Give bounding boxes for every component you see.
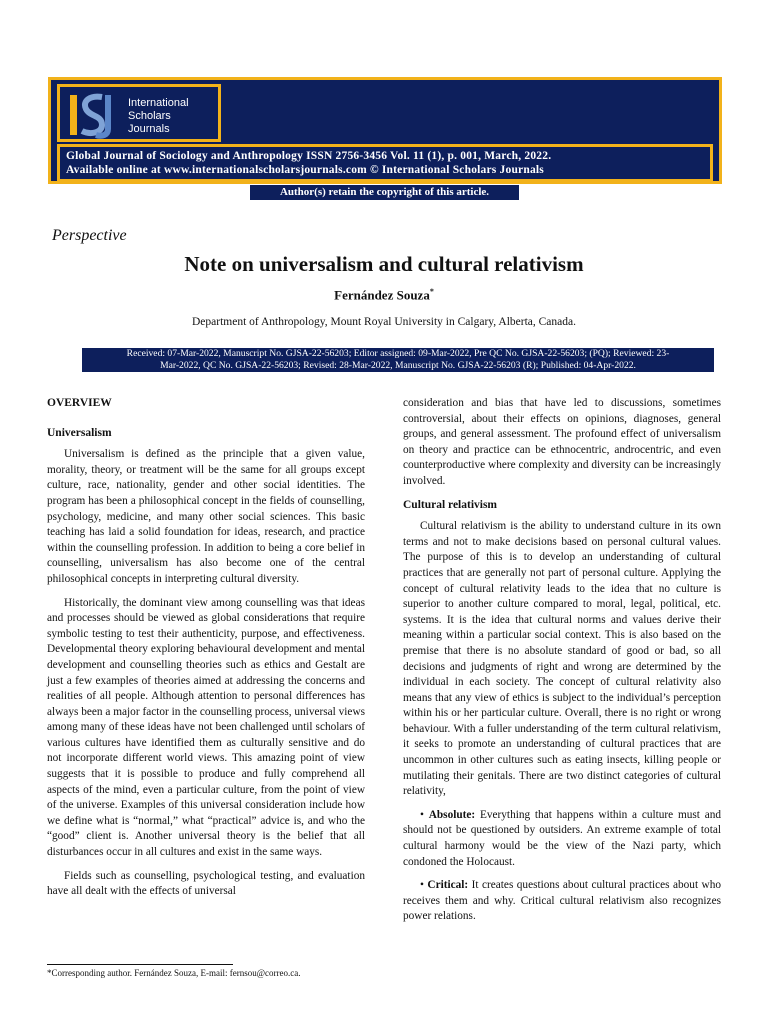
author-line — [0, 287, 768, 303]
journal-citation: Global Journal of Sociology and Anthropology ISSN 2756-3456 Vol. 11 (1), p. 001, March, 2022. — [66, 150, 552, 162]
cultural-relativism-heading: Cultural relativism — [403, 498, 498, 511]
universalism-heading: Universalism — [47, 426, 112, 439]
isj-logo-icon — [68, 91, 118, 139]
logo-text — [128, 97, 189, 136]
copyright-notice: Author(s) retain the copyright of this article. — [250, 185, 519, 200]
bullet-critical-label: Critical: — [427, 879, 469, 892]
logo-line-1: International — [128, 97, 189, 109]
article-title: Note on universalism and cultural relativism — [184, 252, 584, 276]
dates-line-2: Mar-2022, QC No. GJSA-22-56203; Revised: 28-Mar-2022, Manuscript No. GJSA-22-56203 (R); Published: 04-Apr-2022. — [160, 360, 636, 371]
footnote-divider — [47, 964, 233, 965]
bullet-absolute: • Absolute: Everything that happens within a culture must and should not be questioned by outsiders. An extreme example of total cultural harmony would be the view of the Nazi party, which condoned the Holocaust. — [403, 808, 722, 868]
journal-banner — [48, 77, 722, 184]
overview-heading: OVERVIEW — [47, 397, 112, 409]
logo-line-2: Scholars — [128, 110, 171, 122]
article-dates — [82, 348, 714, 372]
left-column — [47, 396, 365, 908]
corresponding-author-footnote: *Corresponding author. Fernández Souza, E-mail: fernsou@correo.ca. — [47, 968, 301, 978]
logo-line-3: Journals — [128, 123, 170, 135]
dates-line-1: Received: 07-Mar-2022, Manuscript No. GJSA-22-56203; Editor assigned: 09-Mar-2022, Pre QC No. GJSA-22-56203; (PQ); Reviewed: 23- — [126, 348, 670, 359]
affiliation: Department of Anthropology, Mount Royal University in Calgary, Alberta, Canada. — [191, 316, 576, 328]
author-name: Fernández Souza — [334, 287, 430, 303]
bullet-absolute-text: Everything that happens within a culture must and should not be questioned by outsiders. An extreme example of total cultural harmony would be the view of the Nazi party, which condoned the Holocaust. — [403, 808, 722, 868]
bullet-critical: • Critical: It creates questions about cultural practices about who receives them and why. Critical cultural relativism also recognizes power relations. — [403, 879, 721, 923]
right-column — [403, 396, 721, 933]
universalism-paragraph-3: Fields such as counselling, psychological testing, and evaluation have all dealt with the effects of universal — [47, 869, 365, 898]
universalism-paragraph-1: Universalism is defined as the principle that a given value, morality, theory, or treatment will be the same for all groups except culture, race, nationality, gender and other social identities. The program has been a philosophical concept in the fields of counselling, psychology, medicine, and many other social sciences. This basic teaching has laid a solid foundation for ideas, research, and practice within the counselling profession. In addition to being a core belief in counselling, universalism has also become one of the central philosophical concepts in interpreting cultural diversity. — [47, 448, 365, 585]
author-mark: * — [429, 287, 434, 296]
bullet-critical-text: It creates questions about cultural practices about who receives them and why. Critical cultural relativism also recognizes power relations. — [403, 879, 721, 923]
relativism-paragraph: Cultural relativism is the ability to understand culture in its own terms and not to make decisions based on personal cultural values. The purpose of this is to develop an understanding of cultural practices that are generally not part of personal culture. Applying the concept of cultural relativity leads to the idea that no culture is superior to another culture compared to moral, legal, political, etc. systems. It is the idea that cultural norms and values derive their meaning within a particular social context. This is also based on the premise that there is no absolute standard of good or bad, so all decisions and judgments of right and wrong are determined by the individual in each society. The concept of cultural relativity also means that any view of ethics is subject to the individual’s perception within his or her particular culture. Overall, there is no right or wrong behaviour. With a fuller understanding of the term cultural relativism, it seeks to promote an understanding of cultural practices that are uncommon in other cultures such as eating insects, killing people or mutilating their genitals. There are two distinct categories of cultural relativity, — [403, 520, 721, 798]
article-type: Perspective — [52, 227, 127, 244]
journal-availability: Available online at www.internationalscholarsjournals.com © International Scholars Journals — [66, 164, 544, 176]
bullet-absolute-label: Absolute: — [428, 808, 476, 821]
journal-info-box — [57, 144, 713, 182]
publisher-logo — [57, 84, 221, 142]
universalism-continuation: consideration and bias that have led to discussions, sometimes controversial, about their effects on opinions, diagnoses, general groups, and general assessment. The profound effect of universalism on theory and practice can be ethnocentric, androcentric, and even counterproductive where complexity and diversity can be increasingly involved. — [403, 397, 721, 487]
universalism-paragraph-2: Historically, the dominant view among counselling was that ideas and processes should be viewed as global considerations that require symbolic testing to test their authenticity, purpose, and effectiveness. Developmental theory exploring behavioural development and mental development and counselling theories such as ethics and Gestalt are just a few examples of theories aimed at addressing the concerns and realities of all people. Although attention to personal differences has always been a major factor in the counselling process, universal views among many of these ideas have not been challenged until scholars of various cultures have identified them as culturally sensitive and do not incorporate different world views. This amazing point of view suggests that it is possible to produce and fully comprehend all aspects of the mind, even a particular culture, from the point of view of the universe. Examples of this universal consideration include how we define what is “normal,” what “practical” advice is, and who the “good” client is. Another universal theory is the belief that all disturbances occur in all cultures and exist in the same ways. — [47, 596, 365, 859]
